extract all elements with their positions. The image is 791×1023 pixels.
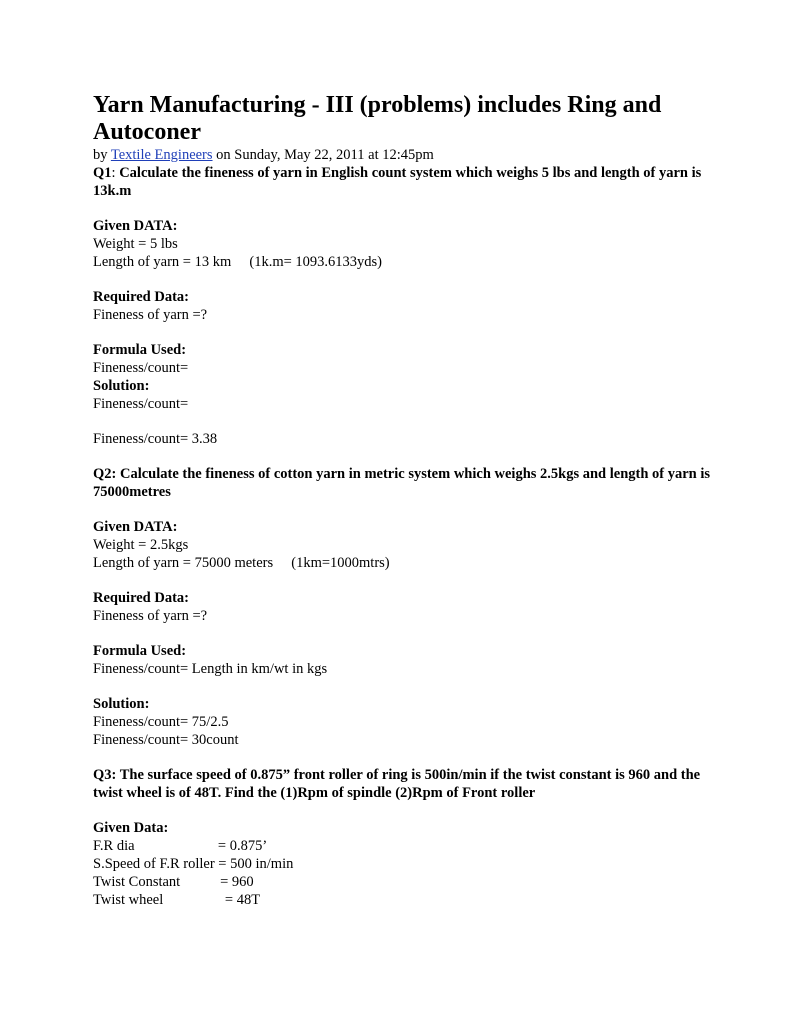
question-1-label: Q1 — [93, 165, 112, 181]
spacer — [93, 572, 713, 589]
q3-given-fr-dia: F.R dia = 0.875’ — [93, 838, 268, 854]
q3-given-surface-speed: S.Speed of F.R roller = 500 in/min — [93, 856, 294, 872]
spacer — [93, 802, 713, 819]
article-title: Yarn Manufacturing - III (problems) includes Ring and Autoconer — [93, 92, 662, 145]
q2-required-fineness: Fineness of yarn =? — [93, 608, 208, 624]
q2-required-heading: Required Data: — [93, 590, 189, 606]
q2-formula-heading: Formula Used: — [93, 643, 187, 659]
q1-formula-heading: Formula Used: — [93, 342, 187, 358]
q3-given-twist-constant: Twist Constant = 960 — [93, 874, 254, 890]
q1-required-fineness: Fineness of yarn =? — [93, 307, 208, 323]
spacer — [93, 448, 713, 465]
q1-formula: Fineness/count= — [93, 360, 189, 376]
spacer — [93, 200, 713, 217]
question-1-text: Calculate the fineness of yarn in English count system which weighs 5 lbs and length of yarn is 13k.m — [93, 165, 702, 199]
q1-solution-step: Fineness/count= — [93, 396, 189, 412]
q2-given-weight: Weight = 2.5kgs — [93, 537, 189, 553]
document-page — [93, 92, 713, 909]
post-date: on Sunday, May 22, 2011 at 12:45pm — [212, 147, 434, 163]
q2-solution-heading: Solution: — [93, 696, 150, 712]
byline — [93, 146, 713, 164]
spacer — [93, 501, 713, 518]
q1-solution-heading: Solution: — [93, 378, 150, 394]
spacer — [93, 271, 713, 288]
q1-given-heading: Given DATA: — [93, 218, 178, 234]
q3-given-heading: Given Data: — [93, 820, 169, 836]
byline-prefix: by — [93, 147, 111, 163]
q2-given-length: Length of yarn = 75000 meters (1km=1000mtrs) — [93, 555, 390, 571]
spacer — [93, 678, 713, 695]
question-1 — [93, 164, 713, 200]
spacer — [93, 413, 713, 430]
q1-required-heading: Required Data: — [93, 289, 189, 305]
question-3: Q3: The surface speed of 0.875” front roller of ring is 500in/min if the twist constant is 960 and the twist wheel is of 48T. Find the (1)Rpm of spindle (2)Rpm of Front roller — [93, 767, 701, 801]
spacer — [93, 324, 713, 341]
spacer — [93, 625, 713, 642]
author-link[interactable]: Textile Engineers — [110, 147, 213, 163]
q2-formula: Fineness/count= Length in km/wt in kgs — [93, 661, 328, 677]
spacer — [93, 749, 713, 766]
q1-given-length: Length of yarn = 13 km (1k.m= 1093.6133yds) — [93, 254, 383, 270]
q2-solution-step: Fineness/count= 75/2.5 — [93, 714, 229, 730]
q1-given-weight: Weight = 5 lbs — [93, 236, 178, 252]
q2-solution-result: Fineness/count= 30count — [93, 732, 239, 748]
question-1-colon: : — [111, 165, 116, 181]
q2-given-heading: Given DATA: — [93, 519, 178, 535]
q1-solution-result: Fineness/count= 3.38 — [93, 431, 218, 447]
q3-given-twist-wheel: Twist wheel = 48T — [93, 892, 261, 908]
question-2: Q2: Calculate the fineness of cotton yarn in metric system which weighs 2.5kgs and length of yarn is 75000metres — [93, 466, 711, 500]
